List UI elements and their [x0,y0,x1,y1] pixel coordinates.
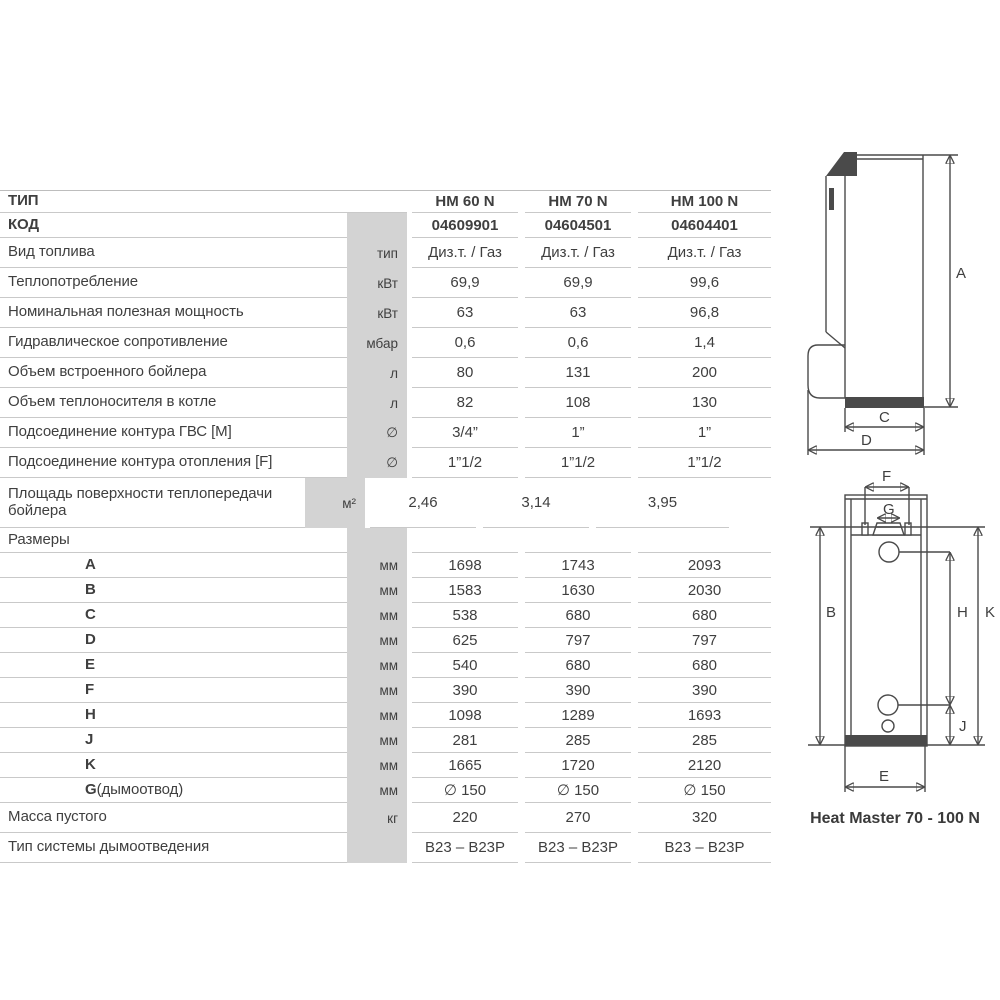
row-label: Размеры [0,528,347,553]
row-value: Диз.т. / Газ [412,238,518,268]
lower-port [878,695,898,715]
row-label: Гидравлическое сопротивление [0,328,347,358]
row-value: 99,6 [638,268,771,298]
row-unit: мм [347,728,407,753]
row-value: 390 [638,678,771,703]
row-value: 1”1/2 [525,448,631,478]
table-row [0,478,771,528]
row-value: 797 [525,628,631,653]
row-value: 1”1/2 [412,448,518,478]
row-label: Тип системы дымоотведения [0,833,347,863]
table-row [0,803,771,833]
row-label: A [0,553,347,578]
row-value [412,528,518,553]
row-label: C [0,603,347,628]
row-unit: кВт [347,298,407,328]
row-value: 04604501 [525,213,631,238]
table-row [0,238,771,268]
table-row [0,778,771,803]
row-unit: кг [347,803,407,833]
row-value: 69,9 [412,268,518,298]
table-row [0,728,771,753]
table-row [0,703,771,728]
row-unit: мм [347,703,407,728]
dim-label-e: E [879,768,890,785]
base-strip [845,397,924,408]
row-label: F [0,678,347,703]
table-row [0,553,771,578]
row-value: 1698 [412,553,518,578]
row-value: HM 70 N [525,191,631,213]
upper-port [879,542,899,562]
row-value: B23 – B23P [638,833,771,863]
row-value: 540 [412,653,518,678]
row-value: 04604401 [638,213,771,238]
row-unit: мм [347,753,407,778]
row-label: Объем теплоносителя в котле [0,388,347,418]
row-value: B23 – B23P [412,833,518,863]
row-value: 680 [638,603,771,628]
row-label: Теплопотребление [0,268,347,298]
row-value: HM 100 N [638,191,771,213]
row-value: 69,9 [525,268,631,298]
row-value: 3,95 [596,478,729,528]
diagram-caption: Heat Master 70 - 100 N [810,810,980,827]
row-label: B [0,578,347,603]
dim-label-b: B [826,604,837,621]
row-unit: ∅ [347,448,407,478]
dim-label-a: A [956,265,967,282]
table-row [0,388,771,418]
row-value: 797 [638,628,771,653]
row-value: 200 [638,358,771,388]
dim-label-h: H [957,604,968,621]
row-value: 270 [525,803,631,833]
row-value: 131 [525,358,631,388]
table-row [0,653,771,678]
row-unit: мбар [347,328,407,358]
row-value: 130 [638,388,771,418]
table-row [0,328,771,358]
spec-table [0,190,771,863]
row-label: Номинальная полезная мощность [0,298,347,328]
row-label: Объем встроенного бойлера [0,358,347,388]
table-row [0,753,771,778]
row-value: 1665 [412,753,518,778]
row-label: Подсоединение контура ГВС [M] [0,418,347,448]
row-unit: мм [347,778,407,803]
chamfer-corner [826,152,857,176]
rear-view-diagram [795,460,1000,800]
row-label: J [0,728,347,753]
table-row [0,213,771,238]
table-row [0,191,771,213]
table-row [0,358,771,388]
table-row [0,528,771,553]
table-row [0,448,771,478]
row-value: 281 [412,728,518,753]
side-view-diagram [795,138,1000,463]
table-row [0,418,771,448]
row-value: 285 [525,728,631,753]
row-label: Вид топлива [0,238,347,268]
row-label: H [0,703,347,728]
row-value: ∅ 150 [525,778,631,803]
dim-label-k: K [985,604,996,621]
row-value [638,528,771,553]
row-unit: ∅ [347,418,407,448]
row-value: 1” [638,418,771,448]
row-label: Подсоединение контура отопления [F] [0,448,347,478]
row-unit: м² [305,478,365,528]
row-value: 04609901 [412,213,518,238]
row-value: HM 60 N [412,191,518,213]
table-row [0,298,771,328]
row-value: Диз.т. / Газ [525,238,631,268]
row-value: 63 [412,298,518,328]
row-value: 1693 [638,703,771,728]
row-unit: мм [347,678,407,703]
row-value: 2030 [638,578,771,603]
row-value: 680 [525,603,631,628]
row-unit: мм [347,628,407,653]
row-value: 2,46 [370,478,476,528]
base-strip [845,735,927,746]
row-value: 680 [525,653,631,678]
row-label: D [0,628,347,653]
row-value: 1630 [525,578,631,603]
row-unit [347,528,407,553]
table-row [0,833,771,863]
row-value: 625 [412,628,518,653]
row-value: 63 [525,298,631,328]
table-row [0,628,771,653]
row-value: 3,14 [483,478,589,528]
row-value: 285 [638,728,771,753]
dim-label-g: G [883,501,895,518]
row-value: 82 [412,388,518,418]
row-value: 1583 [412,578,518,603]
control-slot [829,188,834,210]
row-value: B23 – B23P [525,833,631,863]
row-value: 1743 [525,553,631,578]
row-value: 0,6 [525,328,631,358]
row-unit: мм [347,603,407,628]
row-unit: мм [347,553,407,578]
row-value: 2093 [638,553,771,578]
row-label: Площадь поверхности теплопередачи бойлера [0,478,305,528]
flue-collar [873,523,904,535]
row-value: 538 [412,603,518,628]
row-value: 1” [525,418,631,448]
dim-label-f: F [882,468,892,485]
row-value: 1”1/2 [638,448,771,478]
dim-label-c: C [879,409,890,426]
row-value: Диз.т. / Газ [638,238,771,268]
row-unit: тип [347,238,407,268]
row-value: 96,8 [638,298,771,328]
row-value: 0,6 [412,328,518,358]
row-value: 108 [525,388,631,418]
dim-label-j: J [959,718,967,735]
row-value: ∅ 150 [638,778,771,803]
row-value: 390 [412,678,518,703]
row-value: 1098 [412,703,518,728]
row-value: 2120 [638,753,771,778]
row-label: ТИП [0,191,347,213]
burner-housing [808,345,845,398]
table-row [0,603,771,628]
row-value: 1,4 [638,328,771,358]
row-value: 80 [412,358,518,388]
row-value: 320 [638,803,771,833]
row-value: ∅ 150 [412,778,518,803]
row-unit: кВт [347,268,407,298]
drain-port [882,720,894,732]
row-value: 680 [638,653,771,678]
row-value [525,528,631,553]
row-label: G (дымоотвод) [0,778,347,803]
row-unit: мм [347,653,407,678]
row-value: 1289 [525,703,631,728]
row-value: 390 [525,678,631,703]
table-row [0,578,771,603]
row-value: 3/4” [412,418,518,448]
row-unit [347,833,407,863]
row-unit [347,191,407,213]
row-label: Масса пустого [0,803,347,833]
row-label: K [0,753,347,778]
row-unit: л [347,388,407,418]
row-value: 1720 [525,753,631,778]
row-label: КОД [0,213,347,238]
table-row [0,268,771,298]
row-unit: л [347,358,407,388]
dim-label-d: D [861,432,872,449]
table-row [0,678,771,703]
row-label: E [0,653,347,678]
row-unit: мм [347,578,407,603]
row-value: 220 [412,803,518,833]
row-unit [347,213,407,238]
